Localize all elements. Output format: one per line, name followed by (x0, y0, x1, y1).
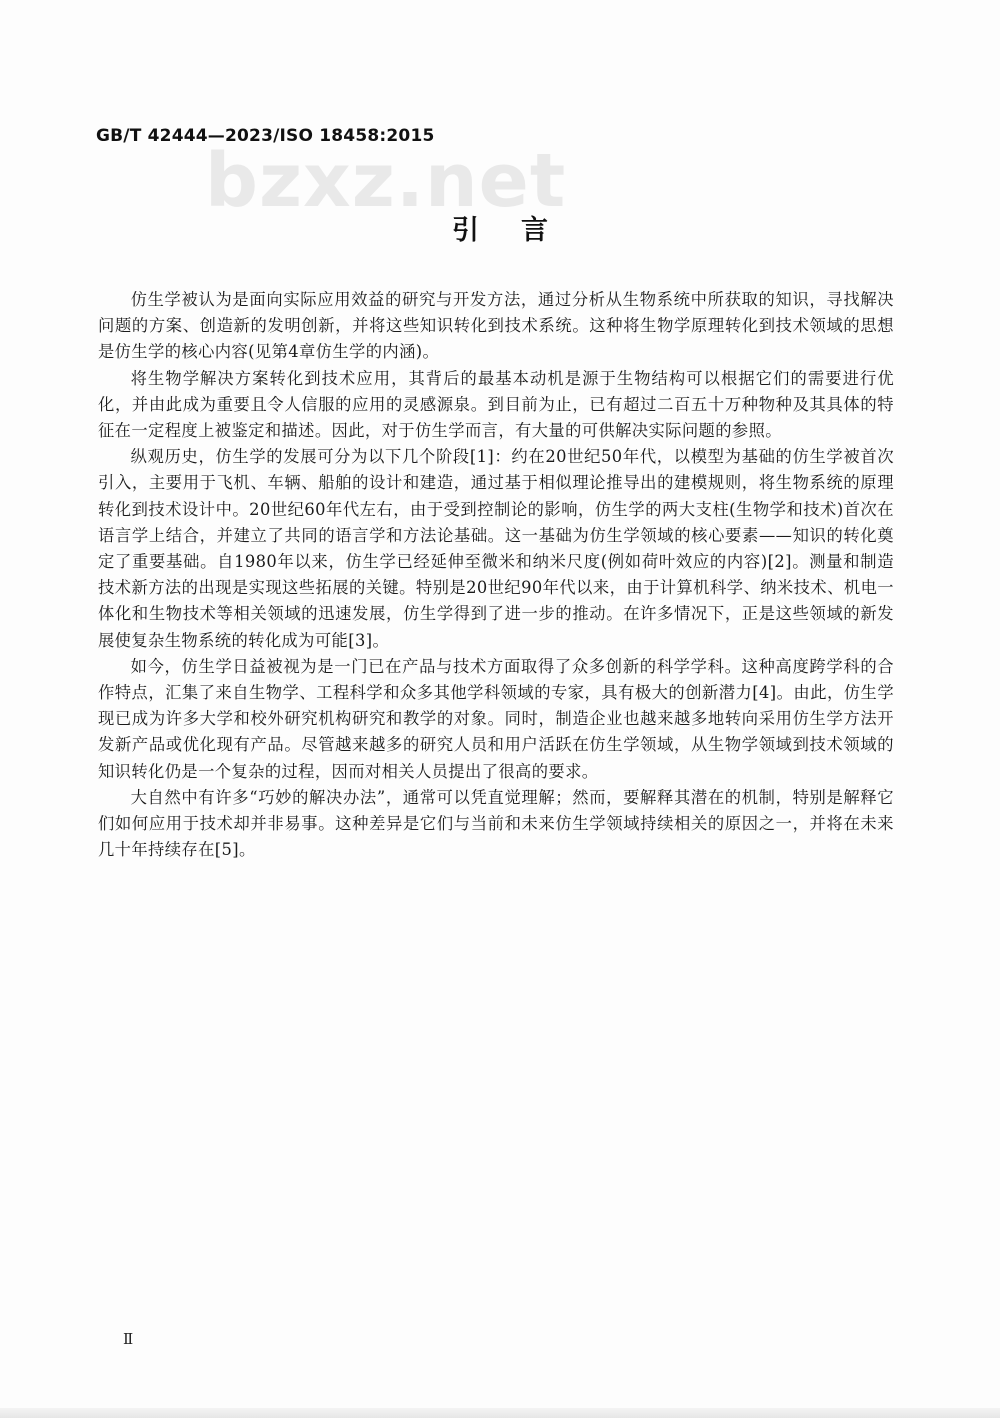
paragraph: 如今，仿生学日益被视为是一门已在产品与技术方面取得了众多创新的科学学科。这种高度跨学科的合作特点，汇集了来自生物学、工程科学和众多其他学科领域的专家，具有极大的创新潜力[4]。由此，仿生学现已成为许多大学和校外研究机构研究和教学的对象。同时，制造企业也越来越多地转向采用仿生学方法开发新产品或优化现有产品。尽管越来越多的研究人员和用户活跃在仿生学领域，从生物学领域到技术领域的知识转化仍是一个复杂的过程，因而对相关人员提出了很高的要求。 (98, 656, 894, 781)
paragraph: 大自然中有许多“巧妙的解决办法”，通常可以凭直觉理解；然而，要解释其潜在的机制，特别是解释它们如何应用于技术却并非易事。这种差异是它们与当前和未来仿生学领域持续相关的原因之一，并将在未来几十年持续存在[5]。 (98, 787, 894, 860)
body-text (98, 287, 894, 863)
page-bottom-edge (0, 1408, 1000, 1418)
paragraph: 将生物学解决方案转化到技术应用，其背后的最基本动机是源于生物结构可以根据它们的需要进行优化，并由此成为重要且令人信服的应用的灵感源泉。到目前为止，已有超过二百五十万种物种及其具体的特征在一定程度上被鉴定和描述。因此，对于仿生学而言，有大量的可供解决实际问题的参照。 (98, 368, 894, 441)
page-title: 引言 (452, 215, 590, 246)
paragraph: 仿生学被认为是面向实际应用效益的研究与开发方法，通过分析从生物系统中所获取的知识，寻找解决问题的方案、创造新的发明创新，并将这些知识转化到技术系统。这种将生物学原理转化到技术领域的思想是仿生学的核心内容(见第4章仿生学的内涵)。 (98, 290, 894, 362)
standard-number-header: GB/T 42444—2023/ISO 18458:2015 (96, 126, 435, 146)
paragraph: 纵观历史，仿生学的发展可分为以下几个阶段[1]：约在20世纪50年代，以模型为基础的仿生学被首次引入，主要用于飞机、车辆、船舶的设计和建造，通过基于相似理论推导出的建模规则，将生物系统的原理转化到技术设计中。20世纪60年代左右，由于受到控制论的影响，仿生学的两大支柱(生物学和技术)首次在语言学上结合，并建立了共同的语言学和方法论基础。这一基础为仿生学领域的核心要素——知识的转化奠定了重要基础。自1980年以来，仿生学已经延伸至微米和纳米尺度(例如荷叶效应的内容)[2]。测量和制造技术新方法的出现是实现这些拓展的关键。特别是20世纪90年代以来，由于计算机科学、纳米技术、机电一体化和生物技术等相关领域的迅速发展，仿生学得到了进一步的推动。在许多情况下，正是这些领域的新发展使复杂生物系统的转化成为可能[3]。 (98, 447, 894, 650)
page-number: Ⅱ (123, 1330, 134, 1348)
watermark: bzxz.net (205, 138, 567, 224)
